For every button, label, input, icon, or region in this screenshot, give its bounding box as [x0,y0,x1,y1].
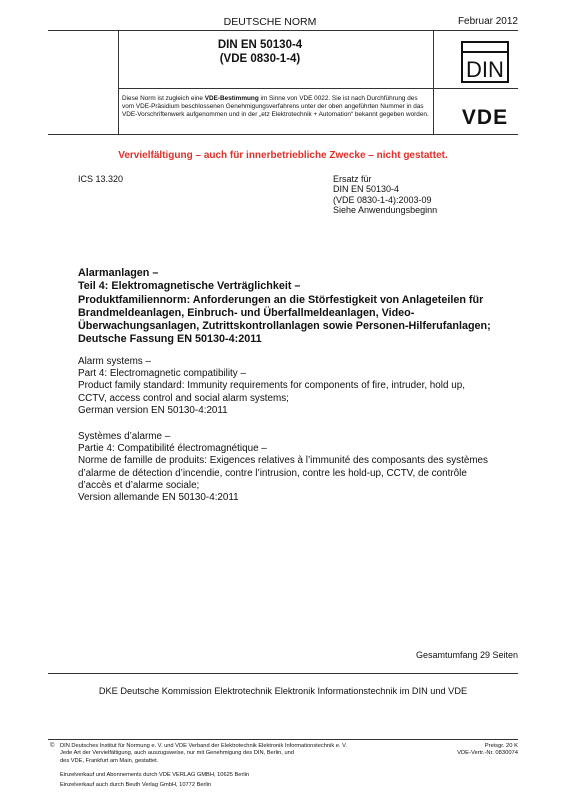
german-title-line: Produktfamiliennorm: Anforderungen an die Störfestigkeit von Anlageteilen für [78,293,484,306]
title-block-right-rule [433,30,434,134]
replacement-info [333,174,437,216]
replacement-line: (VDE 0830-1-4):2003-09 [333,194,432,205]
french-title-line: Version allemande EN 50130-4:2011 [78,492,239,504]
french-title-line: Partie 4: Compatibilité électromagnétique – [78,443,267,455]
french-title-line: Norme de famille de produits: Exigences relatives à l’immunité des composants des systèmes [78,455,488,467]
german-title [78,267,523,347]
french-title-line: Systèmes d’alarme – [78,431,171,442]
sales-info [60,770,249,790]
copyright-line: Jede Art der Vervielfältigung, auch auszugsweise, nur mit Genehmigung des DIN, Berlin, und [60,750,294,757]
french-title-line: d’alarme de détection d’incendie, contre l’intrusion, contre les hold-up, CCTV, de contrôle [78,467,467,479]
english-title-line: German version EN 50130-4:2011 [78,404,228,416]
vde-regulation-note: Diese Norm ist zugleich eine VDE-Bestimmung im Sinne von VDE 0022. Sie ist nach Durchführung des vom VDE-Präsidium beschlossenen Genehmigungsverfahrens unter der oben angeführten Nummer in das VDE-Vorschriftenwerk aufgenommen und in der „etz Elektrotechnik + Automation“ bekannt gegeben worden. [122,95,429,119]
dke-committee: DKE Deutsche Kommission Elektrotechnik Elektronik Informationstechnik im DIN und VDE [98,686,468,696]
vde-logo-text: VDE [461,106,509,128]
german-title-line: Deutsche Fassung EN 50130-4:2011 [78,333,262,346]
vde-order-number: VDE-Vertr.-Nr. 0830074 [457,750,518,757]
english-title-line: Product family standard: Immunity requirements for components of fire, intruder, hold up, [78,380,465,392]
german-title-line: Brandmeldeanlagen, Einbruch- und Überfallmeldeanlagen, Video- [78,306,415,319]
german-title-line: Alarmanlagen – [78,267,159,279]
footer-top-rule [48,739,518,740]
dke-top-rule [48,673,518,674]
title-block-bottom-rule [48,134,518,135]
sales-line: Einzelverkauf und Abonnements durch VDE VERLAG GMBH, 10625 Berlin [60,772,250,778]
din-logo-icon [448,40,522,84]
english-title [78,356,523,417]
copyright-icon: © [50,743,55,749]
french-title-line: d’accès et d’alarme sociale; [78,479,200,491]
title-block-middle-rule [118,88,518,89]
reproduction-notice: Vervielfältigung – auch für innerbetriebliche Zwecke – nicht gestattet. [118,150,448,161]
sales-line: Einzelverkauf auch durch Beuth Verlag GmbH, 10772 Berlin [60,782,212,788]
din-logo-text: DIN [466,57,504,82]
price-group: Preisgr. 20 K [484,743,518,749]
english-title-line: Part 4: Electromagnetic compatibility – [78,368,246,380]
german-title-line: Teil 4: Elektromagnetische Verträglichkeit – [78,280,301,293]
vde-classification-number: (VDE 0830-1-4) [219,53,301,65]
price-info [457,743,518,758]
french-title [78,431,523,504]
copyright-notice [50,743,420,765]
standard-number: DIN EN 50130-4 [217,39,303,51]
standard-number-block [120,38,400,66]
title-block-left-rule [118,30,119,134]
total-pages: Gesamtumfang 29 Seiten [415,650,518,660]
publication-date: Februar 2012 [457,16,518,27]
german-title-line: Überwachungsanlagen, Zutrittskontrollanlagen sowie Personen-Hilferufanlagen; [78,320,491,333]
copyright-line: des VDE, Frankfurt am Main, gestattet. [60,757,159,764]
replacement-line: Ersatz für [333,174,372,184]
english-title-line: CCTV, access control and social alarm systems; [78,392,289,404]
vde-logo-icon [448,104,522,128]
replacement-line: DIN EN 50130-4 [333,184,400,195]
english-title-line: Alarm systems – [78,356,151,367]
ics-code: ICS 13.320 [78,174,124,184]
replacement-line: Siehe Anwendungsbeginn [333,205,438,216]
copyright-line: DIN Deutsches Institut für Normung e. V. und VDE Verband der Elektrotechnik Elektronik Informationstechnik e. V. [60,743,347,749]
document-type-label: DEUTSCHE NORM [223,16,317,28]
